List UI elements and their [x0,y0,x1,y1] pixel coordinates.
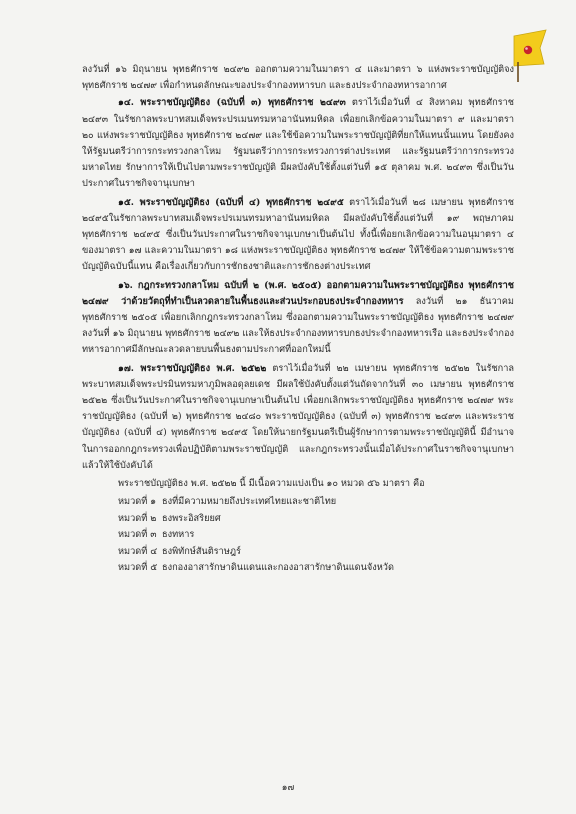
chapters-intro: พระราชบัญญัติธง พ.ศ. ๒๕๒๒ นี้ มีเนื้อความแบ่งเป็น ๑๐ หมวด ๕๖ มาตรา คือ [118,478,425,490]
item-15 [82,195,514,276]
page-number: ๑๗ [281,783,295,793]
item-15-body: ตราไว้เมื่อวันที่ ๒๘ เมษายน พุทธศักราช ๒๔๙๕ในรัชกาลพระบาทสมเด็จพระปรเมนทรมหาอานันทมหิดล มีผลบังคับใช้ตั้งแต่วันที่ ๑๙ พฤษภาคม พุทธศักราช ๒๔๙๕ ซึ่งเป็นวันประกาศในราชกิจจานุเบกษาเป็นต้นไป ทั้งนี้เพื่อยกเลิกข้อความในอนุมาตรา ๔ ของมาตรา ๑๗ และความในมาตรา ๑๘ แห่งพระราชบัญญัติธง พุทธศักราช ๒๔๗๙ ให้ใช้ข้อความตามพระราชบัญญัติฉบับนี้แทน คือเรื่องเกี่ยวกับการชักธงชาติและการชักธงต่างประเทศ [82,196,514,273]
item-16 [82,278,514,359]
chapter-name: ธงพระอิสริยยศ [162,512,221,524]
chapter-item [82,544,514,560]
royal-flag-icon [512,26,548,82]
chapter-name: ธงที่มีความหมายถึงประเทศไทยและชาติไทย [162,496,337,508]
item-16-heading: ๑๖. กฎกระทรวงกลาโหม ฉบับที่ ๒ (พ.ศ. ๒๕๐๕) ออกตามความในพระราชบัญญัติธง พุทธศักราช ๒๔๗๙ ว่าด้วยวัตถุที่ทำเป็นลวดลายในพื้นธงและส่วนประกอบธงประจำกองทหาร [82,279,514,307]
item-17-heading: ๑๗. พระราชบัญญัติธง พ.ศ. ๒๕๒๒ [118,362,267,374]
chapter-number: หมวดที่ ๑ [118,496,157,508]
intro-paragraph: ลงวันที่ ๑๖ มิถุนายน พุทธศักราช ๒๔๙๒ ออกตามความในมาตรา ๔ และมาตรา ๖ แห่งพระราชบัญญัติจง พุทธศักราช ๒๔๗๙ เพื่อกำหนดลักษณะของประจำกองทหารบก และธงประจำกองทหารอากาศ [82,64,514,92]
item-14-heading: ๑๔. พระราชบัญญัติธง (ฉบับที่ ๓) พุทธศักราช ๒๔๙๓ [118,97,346,109]
chapter-number: หมวดที่ ๕ [118,561,158,573]
item-15-heading: ๑๕. พระราชบัญญัติธง (ฉบับที่ ๔) พุทธศักราช ๒๔๙๕ [118,196,344,208]
item-16-body: ลงวันที่ ๒๑ ธันวาคม พุทธศักราช ๒๕๐๕ เพื่อยกเลิกกฎกระทรวงกลาโหม ซึ่งออกตามความในพระราชบัญญัติธง พุทธศักราช ๒๔๗๙ ลงวันที่ ๑๖ มิถุนายน พุทธศักราช ๒๔๙๒ และให้ธงประจำกองทหารบกธงประจำกองทหารเรือ และธงประจำกองทหารอากาศมีลักษณะลวดลายบนพื้นธงตามประกาศที่ออกใหม่นี้ [82,295,514,356]
chapter-item [82,560,514,576]
chapter-number: หมวดที่ ๓ [118,529,157,541]
chapter-number: หมวดที่ ๒ [118,512,157,524]
document-body [82,62,514,576]
chapter-item [82,511,514,527]
chapter-name: ธงพิทักษ์สันติราษฎร์ [162,545,241,557]
chapter-item [82,527,514,543]
chapter-number: หมวดที่ ๔ [118,545,158,557]
chapter-name: ธงทหาร [162,529,195,541]
chapter-list [82,494,514,576]
item-17-body: ตราไว้เมื่อวันที่ ๒๒ เมษายน พุทธศักราช ๒๕๒๒ ในรัชกาลพระบาทสมเด็จพระปรมินทรมหาภูมิพลอดุลยเดช มีผลใช้บังคับตั้งแต่วันถัดจากวันที่ ๓๐ เมษายน พุทธศักราช ๒๕๒๒ ซึ่งเป็นวันประกาศในราชกิจจานุเบกษาเป็นต้นไป เพื่อยกเลิกพระราชบัญญัติธง พุทธศักราช ๒๔๗๙ พระราชบัญญัติธง (ฉบับที่ ๒) พุทธศักราช ๒๔๘๐ พระราชบัญญัติธง (ฉบับที่ ๓) พุทธศักราช ๒๔๙๓ และพระราชบัญญัติธง (ฉบับที่ ๔) พุทธศักราช ๒๔๙๕ โดยให้นายกรัฐมนตรีเป็นผู้รักษาการตามพระราชบัญญัตินี้ มีอำนาจในการออกกฎกระทรวงเพื่อปฏิบัติตามพระราชบัญญัติ และกฎกระทรวงนั้นเมื่อได้ประกาศในราชกิจจานุเบกษาแล้วให้ใช้บังคับได้ [82,362,514,471]
item-14 [82,95,514,192]
item-17 [82,361,514,474]
chapter-item [82,494,514,510]
item-14-body: ตราไว้เมื่อวันที่ ๔ สิงหาคม พุทธศักราช ๒๔๙๓ ในรัชกาลพระบาทสมเด็จพระปรเมนทรมหาอานันทมหิดล เพื่อยกเลิกข้อความในมาตรา ๙ และมาตรา ๒๐ แห่งพระราชบัญญัติธง พุทธศักราช ๒๔๗๙ และใช้ข้อความในพระราชบัญญัติที่ยกให้แทนนั้นแทน โดยยังคงให้รัฐมนตรีว่าการกระทรวงกลาโหม รัฐมนตรีว่าการกระทรวงการต่างประเทศ และรัฐมนตรีว่าการกระทรวงมหาดไทย รักษาการให้เป็นไปตามพระราชบัญญัติ มีผลบังคับใช้ตั้งแต่วันที่ ๑๕ ตุลาคม พ.ศ. ๒๔๙๓ ซึ่งเป็นวันประกาศในราชกิจจานุเบกษา [82,97,514,190]
chapter-name: ธงกองอาสารักษาดินแดนและกองอาสารักษาดินแดนจังหวัด [162,561,394,573]
